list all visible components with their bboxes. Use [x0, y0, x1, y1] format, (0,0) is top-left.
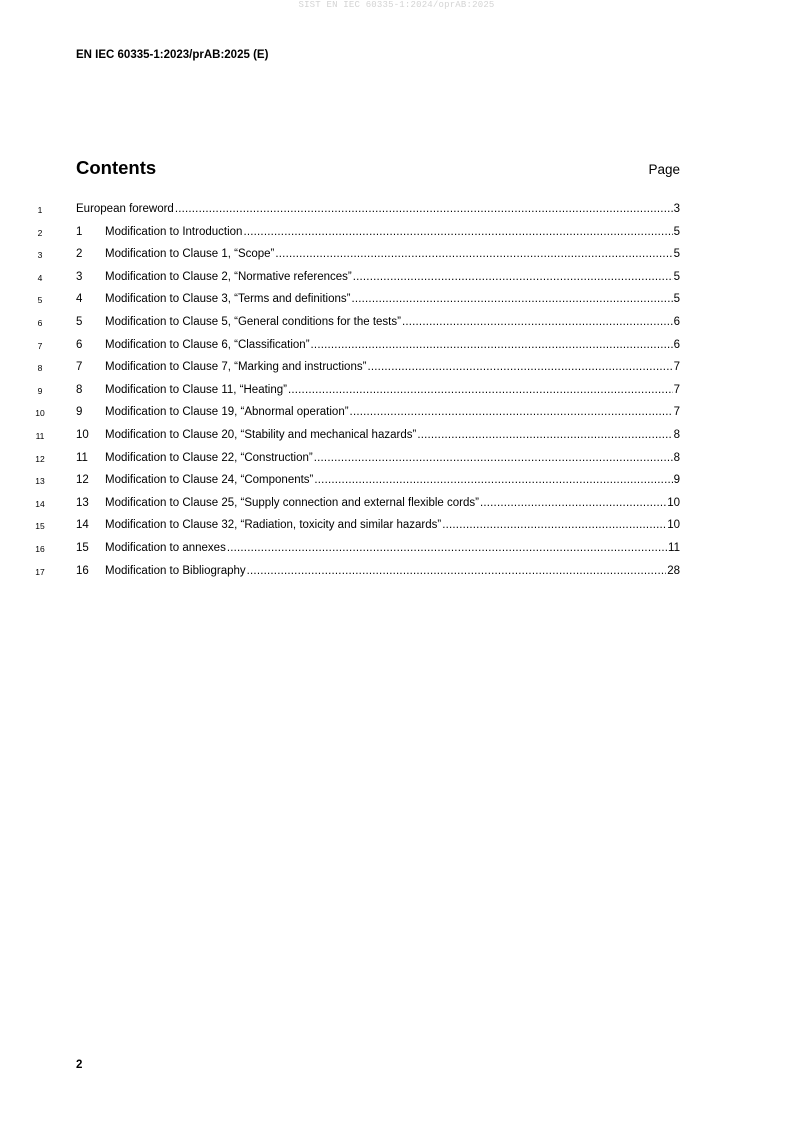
dot-leader [442, 516, 666, 534]
line-number: 9 [37, 385, 43, 396]
line-number: 12 [35, 453, 45, 464]
toc-entry-page: 7 [673, 406, 680, 419]
toc-row[interactable] [0, 358, 793, 381]
toc-entry-title[interactable]: Modification to Clause 32, “Radiation, toxicity and similar hazards” [105, 519, 442, 532]
toc-entry-page: 3 [673, 203, 680, 215]
line-number: 17 [35, 566, 45, 577]
toc-entry-title[interactable]: Modification to Clause 20, “Stability and mechanical hazards” [105, 428, 417, 441]
toc-entry-page: 7 [673, 383, 680, 396]
toc-entry-number: 8 [76, 383, 83, 396]
dot-leader [275, 245, 672, 263]
dot-leader [311, 336, 673, 354]
toc-row[interactable] [0, 449, 793, 472]
dot-leader [247, 562, 667, 580]
page-number: 2 [76, 1059, 83, 1071]
toc-entry-title[interactable]: Modification to Bibliography [105, 564, 246, 577]
toc-entry-page: 7 [673, 361, 680, 374]
toc-entry-title[interactable]: Modification to Clause 19, “Abnormal operation” [105, 406, 349, 419]
toc-entry-number: 16 [76, 564, 89, 577]
table-of-contents [0, 200, 793, 584]
toc-entry-title[interactable]: Modification to Clause 5, “General conditions for the tests” [105, 315, 401, 328]
toc-entry-number: 5 [76, 315, 83, 328]
toc-entry-page: 5 [673, 293, 680, 306]
toc-entry-page: 5 [673, 248, 680, 261]
toc-row[interactable] [0, 426, 793, 449]
toc-entry-page: 8 [673, 451, 680, 464]
dot-leader [417, 426, 672, 444]
toc-entry-title[interactable]: Modification to Clause 11, “Heating” [105, 383, 287, 396]
toc-entry-number: 13 [76, 496, 89, 509]
line-number: 15 [35, 521, 45, 532]
line-number: 8 [37, 363, 43, 374]
toc-entry-number: 15 [76, 541, 89, 554]
toc-entry-number: 12 [76, 474, 89, 487]
line-number: 2 [37, 227, 43, 238]
line-number: 6 [37, 317, 43, 328]
toc-entry-title[interactable]: Modification to Clause 6, “Classification” [105, 338, 310, 351]
line-number: 5 [37, 295, 43, 306]
toc-entry-page: 8 [673, 428, 680, 441]
watermark: SIST EN IEC 60335-1:2024/oprAB:2025 [298, 0, 495, 10]
dot-leader [353, 268, 673, 286]
toc-entry-number: 6 [76, 338, 83, 351]
toc-row[interactable] [0, 403, 793, 426]
line-number: 10 [35, 408, 45, 419]
line-number: 1 [37, 205, 43, 215]
line-number: 3 [37, 250, 43, 261]
toc-entry-number: 7 [76, 361, 83, 374]
toc-entry-title[interactable]: Modification to Clause 7, “Marking and instructions” [105, 361, 367, 374]
dot-leader [227, 539, 667, 557]
toc-row[interactable] [0, 516, 793, 539]
page-column-label: Page [648, 162, 680, 177]
toc-entry-title[interactable]: Modification to Clause 22, “Construction” [105, 451, 313, 464]
toc-row[interactable] [0, 313, 793, 336]
toc-entry-page: 6 [673, 338, 680, 351]
document-id-header: EN IEC 60335-1:2023/prAB:2025 (E) [76, 49, 269, 61]
toc-row[interactable] [0, 539, 793, 562]
toc-entry-title[interactable]: Modification to annexes [105, 541, 226, 554]
dot-leader [367, 358, 672, 376]
toc-entry-page: 28 [667, 564, 680, 577]
dot-leader [351, 290, 672, 308]
line-number: 14 [35, 498, 45, 509]
dot-leader [480, 494, 666, 512]
toc-row[interactable] [0, 562, 793, 585]
line-number: 16 [35, 543, 45, 554]
line-number: 4 [37, 272, 43, 283]
toc-entry-number: 9 [76, 406, 83, 419]
toc-row[interactable] [0, 223, 793, 246]
toc-entry-title[interactable]: Modification to Clause 2, “Normative references” [105, 270, 352, 283]
toc-row[interactable] [0, 245, 793, 268]
toc-entry-title[interactable]: Modification to Clause 25, “Supply connection and external flexible cords” [105, 496, 479, 509]
toc-entry-page: 11 [668, 541, 680, 554]
toc-entry-title[interactable]: Modification to Clause 24, “Components” [105, 474, 314, 487]
toc-entry-title[interactable]: Modification to Clause 1, “Scope” [105, 248, 275, 261]
dot-leader [402, 313, 673, 331]
dot-leader [314, 471, 672, 489]
toc-entry-number: 10 [76, 428, 89, 441]
dot-leader [243, 223, 672, 241]
toc-entry-number: 1 [76, 225, 83, 238]
toc-entry-page: 6 [673, 315, 680, 328]
toc-entry-number: 2 [76, 248, 83, 261]
toc-entry-page: 10 [667, 519, 680, 532]
toc-row[interactable] [0, 268, 793, 291]
toc-row[interactable] [0, 290, 793, 313]
toc-entry-title[interactable]: Modification to Clause 3, “Terms and definitions” [105, 293, 351, 306]
dot-leader [288, 381, 673, 399]
toc-row[interactable] [0, 200, 793, 223]
toc-entry-number: 11 [76, 451, 88, 464]
line-number: 7 [37, 340, 43, 351]
contents-heading: Contents [76, 157, 157, 178]
toc-entry-number: 14 [76, 519, 89, 532]
dot-leader [314, 449, 673, 467]
toc-row[interactable] [0, 381, 793, 404]
dot-leader [350, 403, 673, 421]
line-number: 13 [35, 476, 45, 487]
toc-entry-page: 9 [673, 474, 680, 487]
toc-entry-page: 5 [673, 270, 680, 283]
toc-row[interactable] [0, 471, 793, 494]
toc-entry-page: 5 [673, 225, 680, 238]
toc-row[interactable] [0, 336, 793, 359]
toc-entry-number: 4 [76, 293, 83, 306]
dot-leader [175, 200, 673, 218]
toc-entry-title[interactable]: European foreword [76, 203, 174, 215]
toc-entry-page: 10 [667, 496, 680, 509]
toc-entry-number: 3 [76, 270, 83, 283]
line-number: 11 [35, 430, 45, 441]
toc-entry-title[interactable]: Modification to Introduction [105, 225, 243, 238]
toc-row[interactable] [0, 494, 793, 517]
